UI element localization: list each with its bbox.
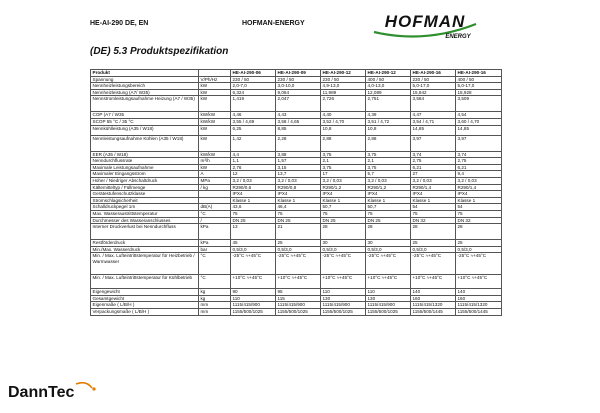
table-row — [91, 112, 502, 119]
table-row — [91, 151, 502, 158]
row-label: Nennheizleistung (A7/ W35) — [91, 89, 199, 96]
value-cell: 50,7 — [366, 204, 411, 211]
table-row — [91, 171, 502, 178]
value-cell: 230 / 50 — [276, 76, 321, 83]
table-row — [91, 125, 502, 135]
logo-word: HOFMAN — [384, 12, 466, 31]
hofman-logo — [370, 10, 480, 42]
value-cell: 1155/500/1445 — [456, 309, 502, 316]
value-cell: 10,8 — [321, 125, 366, 135]
unit-cell: / kg — [199, 184, 231, 191]
table-row — [91, 83, 502, 90]
row-label: Gerätestufenschutzklasse — [91, 191, 199, 198]
table-row — [91, 177, 502, 184]
row-label: COP (A7 / W35 — [91, 112, 199, 119]
value-cell: 2,88 — [366, 135, 411, 151]
value-cell: 160 — [456, 295, 502, 302]
unit-cell — [199, 191, 231, 198]
header-cell — [199, 70, 231, 77]
value-cell: 2,75 — [456, 158, 502, 165]
value-cell: 75 — [411, 210, 456, 217]
value-cell: 4,4 — [231, 151, 276, 158]
value-cell: 54 — [456, 204, 502, 211]
value-cell: Klasse 1 — [456, 197, 502, 204]
value-cell: 130 — [366, 295, 411, 302]
unit-cell: kW — [199, 83, 231, 90]
value-cell: Klasse 1 — [231, 197, 276, 204]
value-cell: 6,324 — [231, 89, 276, 96]
value-cell: 46,4 — [276, 204, 321, 211]
table-row — [91, 89, 502, 96]
value-cell: 1155/500/1025 — [276, 309, 321, 316]
value-cell: IPX4 — [411, 191, 456, 198]
row-label: Min. / Max. Lufteintrittstemperatur für Heizbetrieb / Warmwasser — [91, 253, 199, 275]
row-label: Eigenmaße ( L/B/H ) — [91, 302, 199, 309]
value-cell: 230 / 50 — [321, 76, 366, 83]
row-label: Maximale Leistungsaufnahme — [91, 164, 199, 171]
value-cell: R290/1,4 — [411, 184, 456, 191]
unit-cell: / — [199, 217, 231, 224]
value-cell: 2,0-7,0 — [231, 83, 276, 90]
document-code: HE-AI-290 DE, EN — [90, 20, 149, 27]
value-cell: IPX4 — [366, 191, 411, 198]
value-cell: 75 — [321, 210, 366, 217]
value-cell: 1155/500/1025 — [366, 309, 411, 316]
unit-cell: °C — [199, 210, 231, 217]
value-cell: 4,40 — [321, 112, 366, 119]
value-cell: 28 — [411, 224, 456, 240]
value-cell: 3,2 / 0,03 — [411, 177, 456, 184]
row-label: Max. Wasseraustrittstemperatur — [91, 210, 199, 217]
unit-cell: mm — [199, 309, 231, 316]
value-cell: 160 — [411, 295, 456, 302]
value-cell: R290/1,2 — [321, 184, 366, 191]
value-cell: 43,6 — [231, 204, 276, 211]
value-cell: 1115/415/900 — [276, 302, 321, 309]
value-cell: 3,75 — [321, 164, 366, 171]
value-cell: 2,75 — [411, 158, 456, 165]
unit-cell: kPa — [199, 224, 231, 240]
unit-cell: kg — [199, 289, 231, 296]
unit-cell: °C — [199, 253, 231, 275]
value-cell: 14,85 — [456, 125, 502, 135]
value-cell: -25°C ≈+45°C — [456, 253, 502, 275]
value-cell: +10°C ≈+45°C — [366, 275, 411, 289]
unit-cell: °C — [199, 275, 231, 289]
unit-cell: bar — [199, 246, 231, 253]
row-label: Spannung — [91, 76, 199, 83]
value-cell: -25°C ≈+45°C — [411, 253, 456, 275]
row-label: Kältemitteltyp / Füllmenge — [91, 184, 199, 191]
row-label: Durchmesser des Wasseranschlusses — [91, 217, 199, 224]
table-row — [91, 302, 502, 309]
value-cell: 8,85 — [276, 125, 321, 135]
value-cell: 400 / 50 — [366, 76, 411, 83]
value-cell: 1,419 — [231, 96, 276, 112]
value-cell: +10°C ≈+45°C — [276, 275, 321, 289]
value-cell: 4,46 — [231, 112, 276, 119]
value-cell: DN 32 — [456, 217, 502, 224]
value-cell: +10°C ≈+45°C — [231, 275, 276, 289]
unit-cell: kW — [199, 96, 231, 112]
value-cell: 14,85 — [411, 125, 456, 135]
value-cell: IPX4 — [456, 191, 502, 198]
value-cell: 110 — [321, 289, 366, 296]
table-row — [91, 210, 502, 217]
table-row — [91, 240, 502, 247]
value-cell: 1155/500/1445 — [411, 309, 456, 316]
value-cell: Klasse 1 — [411, 197, 456, 204]
row-label: Hoher / Niedriger Abschaltdruck — [91, 177, 199, 184]
header-cell: HE-AI-290-12 — [366, 70, 411, 77]
row-label: Schalldruckpegel 1m — [91, 204, 199, 211]
value-cell: 3,75 — [366, 164, 411, 171]
value-cell: 3,60 / 4,70 — [456, 118, 502, 125]
value-cell: 13,7 — [276, 171, 321, 178]
value-cell: R290/0,8 — [276, 184, 321, 191]
value-cell: 0,5/3,0 — [321, 246, 366, 253]
row-label: Min. / Max. Lufteintrittstemperatur für Kühlbetrieb — [91, 275, 199, 289]
value-cell: 11,989 — [321, 89, 366, 96]
value-cell: +10°C ≈+45°C — [321, 275, 366, 289]
value-cell: 1115/415/1320 — [411, 302, 456, 309]
value-cell: 25 — [411, 240, 456, 247]
danntec-arc — [76, 383, 92, 388]
value-cell: 28 — [366, 224, 411, 240]
unit-cell: kg — [199, 295, 231, 302]
table-row — [91, 184, 502, 191]
value-cell: 2,28 — [276, 135, 321, 151]
danntec-word: DannTec — [8, 384, 75, 401]
value-cell: 75 — [231, 210, 276, 217]
header-cell: HE-AI-290-06 — [231, 70, 276, 77]
value-cell: 1115/415/900 — [321, 302, 366, 309]
value-cell: 1,42 — [231, 135, 276, 151]
table-row — [91, 191, 502, 198]
value-cell: 230 / 50 — [411, 76, 456, 83]
value-cell: 15,942 — [411, 89, 456, 96]
table-row — [91, 135, 502, 151]
value-cell: 25 — [456, 240, 502, 247]
header-cell: HE-AI-290-09 — [276, 70, 321, 77]
value-cell: R290/1,2 — [366, 184, 411, 191]
spec-table — [90, 69, 502, 316]
value-cell: DN 25 — [231, 217, 276, 224]
row-label: Gesamtgewicht — [91, 295, 199, 302]
value-cell: 2,726 — [321, 96, 366, 112]
value-cell: 2,047 — [276, 96, 321, 112]
unit-cell: kW — [199, 89, 231, 96]
value-cell: 140 — [456, 289, 502, 296]
row-label: Stromschlagsicherheit — [91, 197, 199, 204]
value-cell: R290/1,4 — [456, 184, 502, 191]
header-cell: HE-AI-290-12 — [321, 70, 366, 77]
row-label: EER (A35 / W18) — [91, 151, 199, 158]
value-cell: 3,2 / 0,03 — [321, 177, 366, 184]
value-cell: -25°C ≈+45°C — [276, 253, 321, 275]
row-label: Nennkühlleistung (A35 / W18) — [91, 125, 199, 135]
page-title: (DE) 5.3 Produktspezifikation — [90, 46, 229, 57]
table-row — [91, 158, 502, 165]
value-cell: 75 — [276, 210, 321, 217]
value-cell: 3,2 / 0,03 — [456, 177, 502, 184]
value-cell: 0,5/3,0 — [456, 246, 502, 253]
value-cell: 1,1 — [231, 158, 276, 165]
value-cell: 3,2 / 0,03 — [276, 177, 321, 184]
table-row — [91, 295, 502, 302]
value-cell: 90 — [231, 289, 276, 296]
row-label: Maximaler Eingangsstrom — [91, 171, 199, 178]
table-row — [91, 204, 502, 211]
header-cell: HE-AI-290-16 — [456, 70, 502, 77]
unit-cell: kPa — [199, 240, 231, 247]
danntec-logo — [6, 380, 110, 404]
value-cell: 4,39 — [366, 112, 411, 119]
value-cell: 2,88 — [321, 135, 366, 151]
value-cell: 0,5/3,0 — [276, 246, 321, 253]
value-cell: 4,47 — [411, 112, 456, 119]
value-cell: 9,4 — [456, 171, 502, 178]
unit-cell: kW/kW — [199, 112, 231, 119]
value-cell: 30 — [321, 240, 366, 247]
value-cell: 6,21 — [456, 164, 502, 171]
value-cell: -25°C ≈+45°C — [231, 253, 276, 275]
value-cell: 5,0-17,0 — [456, 83, 502, 90]
value-cell: 1,57 — [276, 158, 321, 165]
value-cell: Klasse 1 — [276, 197, 321, 204]
value-cell: Klasse 1 — [366, 197, 411, 204]
table-row — [91, 309, 502, 316]
table-row — [91, 197, 502, 204]
unit-cell: kW — [199, 164, 231, 171]
value-cell: 1155/500/1025 — [321, 309, 366, 316]
table-row — [91, 246, 502, 253]
table-row — [91, 217, 502, 224]
value-cell: 0,5/3,0 — [231, 246, 276, 253]
row-label: Min./Max. Wasserdruck — [91, 246, 199, 253]
value-cell: IPX4 — [276, 191, 321, 198]
value-cell: 12,089 — [366, 89, 411, 96]
value-cell: 2,1 — [321, 158, 366, 165]
value-cell: -25°C ≈+45°C — [321, 253, 366, 275]
table-row — [91, 76, 502, 83]
value-cell: 3,75 — [321, 151, 366, 158]
value-cell: 2,76 — [231, 164, 276, 171]
table-row — [91, 96, 502, 112]
header-cell: HE-AI-290-16 — [411, 70, 456, 77]
value-cell: 130 — [321, 295, 366, 302]
value-cell: 15,928 — [456, 89, 502, 96]
table-row — [91, 118, 502, 125]
value-cell: IPX4 — [321, 191, 366, 198]
value-cell: 1155/500/1025 — [231, 309, 276, 316]
value-cell: 3,97 — [456, 135, 502, 151]
table-row — [91, 275, 502, 289]
company-name: HOFMAN-ENERGY — [242, 20, 305, 27]
row-label: Nennleistungsaufnahme Kühlen (A35 / W18) — [91, 135, 199, 151]
value-cell: 3,75 — [366, 151, 411, 158]
unit-cell — [199, 197, 231, 204]
value-cell: 3,58 / 4,65 — [276, 118, 321, 125]
value-cell: 110 — [366, 289, 411, 296]
value-cell: 1115/415/900 — [366, 302, 411, 309]
value-cell: 12 — [231, 171, 276, 178]
value-cell: 3,55 / 4,69 — [231, 118, 276, 125]
value-cell: 3,584 — [411, 96, 456, 112]
value-cell: 3,52 / 4,70 — [321, 118, 366, 125]
value-cell: 3,15 — [276, 164, 321, 171]
unit-cell: mm — [199, 302, 231, 309]
unit-cell: m³/h — [199, 158, 231, 165]
row-label: Interner Druckverlust bei Nenndurchfluss — [91, 224, 199, 240]
value-cell: 3,88 — [276, 151, 321, 158]
value-cell: 25 — [276, 240, 321, 247]
unit-cell: dB(A) — [199, 204, 231, 211]
unit-cell: kW/kW — [199, 118, 231, 125]
value-cell: -25°C ≈+45°C — [366, 253, 411, 275]
logo-sub: ENERGY — [445, 34, 471, 40]
value-cell: 0,5/3,0 — [411, 246, 456, 253]
value-cell: 3,51 / 4,72 — [366, 118, 411, 125]
value-cell: DN 25 — [366, 217, 411, 224]
value-cell: 4,43 — [276, 112, 321, 119]
row-label: Restförderdruck — [91, 240, 199, 247]
value-cell: 3,0-10,0 — [276, 83, 321, 90]
row-label: Eigengewicht — [91, 289, 199, 296]
table-header-row — [91, 70, 502, 77]
value-cell: +10°C ≈+45°C — [456, 275, 502, 289]
header-cell: Produkt — [91, 70, 199, 77]
value-cell: 5,7 — [366, 171, 411, 178]
value-cell: 13 — [231, 224, 276, 240]
value-cell: 3,509 — [456, 96, 502, 112]
value-cell: 17 — [321, 171, 366, 178]
value-cell: 54 — [411, 204, 456, 211]
value-cell: 3,2 / 0,03 — [366, 177, 411, 184]
table-row — [91, 289, 502, 296]
value-cell: DN 25 — [321, 217, 366, 224]
value-cell: 6,21 — [411, 164, 456, 171]
row-label: Nenndurchflussrate — [91, 158, 199, 165]
value-cell: 4,54 — [456, 112, 502, 119]
value-cell: 3,97 — [411, 135, 456, 151]
unit-cell: A — [199, 171, 231, 178]
value-cell: DN 25 — [276, 217, 321, 224]
value-cell: R290/0,6 — [231, 184, 276, 191]
value-cell: 230 / 50 — [231, 76, 276, 83]
value-cell: 27 — [411, 171, 456, 178]
row-label: SCOP 55 °C / 35 °C — [91, 118, 199, 125]
value-cell: 45 — [231, 240, 276, 247]
value-cell: 1115/415/900 — [231, 302, 276, 309]
value-cell: 115 — [276, 295, 321, 302]
unit-cell: kW — [199, 135, 231, 151]
value-cell: 50,7 — [321, 204, 366, 211]
value-cell: 75 — [456, 210, 502, 217]
table-row — [91, 253, 502, 275]
value-cell: 110 — [231, 295, 276, 302]
danntec-dot — [92, 387, 95, 390]
value-cell: 4,9-13,0 — [321, 83, 366, 90]
value-cell: 28 — [321, 224, 366, 240]
value-cell: 140 — [411, 289, 456, 296]
value-cell: IPX4 — [231, 191, 276, 198]
value-cell: Klasse 1 — [321, 197, 366, 204]
row-label: Nennstromleistungsaufnahme Heizung (A7 / W35) — [91, 96, 199, 112]
value-cell: 21 — [276, 224, 321, 240]
row-label: Verpackungsmaße ( L/B/H ) — [91, 309, 199, 316]
value-cell: 2,1 — [366, 158, 411, 165]
value-cell: 28 — [456, 224, 502, 240]
value-cell: 3,54 / 4,71 — [411, 118, 456, 125]
value-cell: 95 — [276, 289, 321, 296]
row-label: Nennheizleistungsbereich — [91, 83, 199, 90]
value-cell: 2,751 — [366, 96, 411, 112]
value-cell: 3,2 / 0,03 — [231, 177, 276, 184]
value-cell: 5,0-17,0 — [411, 83, 456, 90]
value-cell: 4,0-13,0 — [366, 83, 411, 90]
value-cell: 0,5/3,0 — [366, 246, 411, 253]
table-row — [91, 224, 502, 240]
value-cell: 1115/415/1320 — [456, 302, 502, 309]
value-cell: 3,74 — [411, 151, 456, 158]
value-cell: DN 32 — [411, 217, 456, 224]
unit-cell: kW/kW — [199, 151, 231, 158]
value-cell: 400 / 50 — [456, 76, 502, 83]
value-cell: 9,064 — [276, 89, 321, 96]
value-cell: 6,25 — [231, 125, 276, 135]
unit-cell: kW — [199, 125, 231, 135]
value-cell: 30 — [366, 240, 411, 247]
value-cell: 3,74 — [456, 151, 502, 158]
unit-cell: V/Ph/Hz — [199, 76, 231, 83]
value-cell: 75 — [366, 210, 411, 217]
value-cell: 10,8 — [366, 125, 411, 135]
table-row — [91, 164, 502, 171]
unit-cell: MPa — [199, 177, 231, 184]
value-cell: +10°C ≈+45°C — [411, 275, 456, 289]
